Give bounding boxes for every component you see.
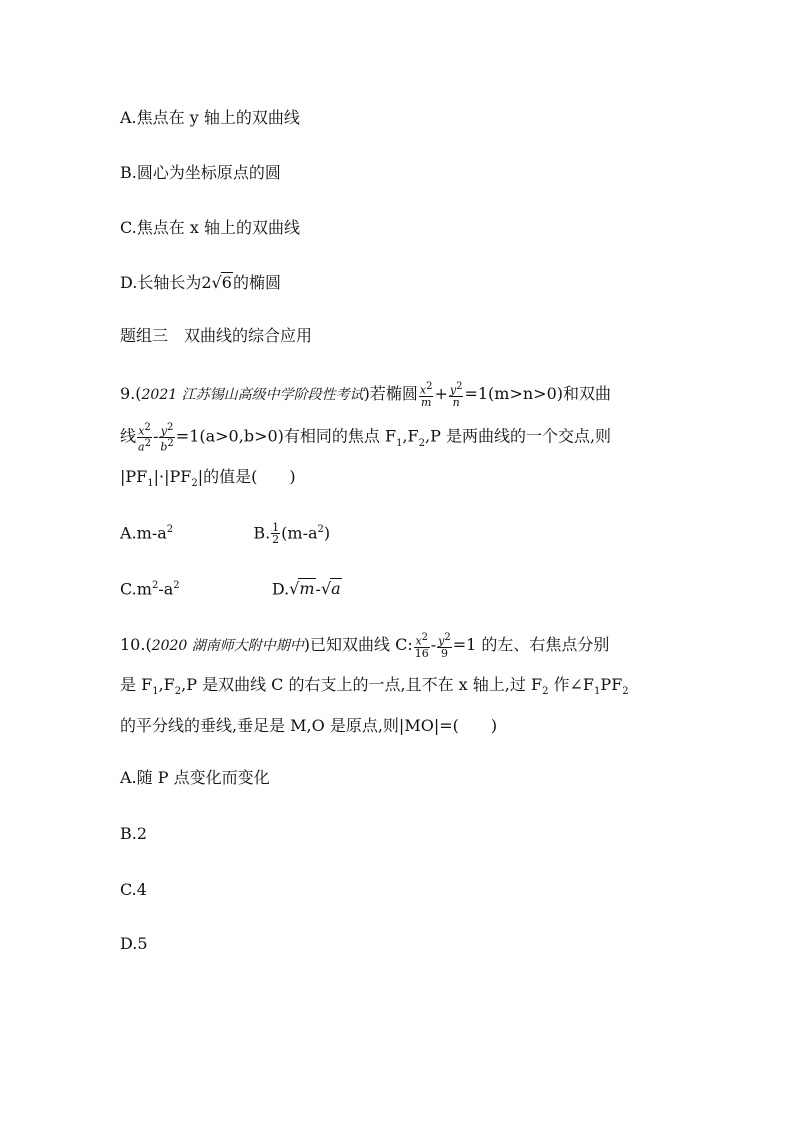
frac-one-half: $\frac{1}{2}$ bbox=[272, 521, 280, 547]
frac-x2-a2: $\frac{x^2}{a^2}$ bbox=[138, 422, 151, 454]
q10-option-b: B.2 bbox=[120, 824, 148, 843]
q9-options-ab: $A.m-a^2$ B. $\frac{1}{2}$ $(m-a^2)$ bbox=[120, 521, 331, 547]
q8-option-a: A.焦点在 y 轴上的双曲线 bbox=[120, 108, 300, 127]
q9-hyperbola-tail: =1(a>0,b>0)有相同的焦点 F bbox=[175, 426, 397, 446]
q9-line2-end: ,P 是两曲线的一个交点,则 bbox=[425, 426, 612, 446]
q10-source: 2020 湖南师大附中期中 bbox=[151, 637, 304, 654]
q10-option-a: A.随 P 点变化而变化 bbox=[120, 768, 270, 787]
q9-line3: $|PF_1|\cdot|PF_2|$的值是( ) bbox=[120, 467, 296, 490]
q8-d-coef: 2 bbox=[201, 273, 212, 292]
q10-eq-tail: =1 的左、右焦点分别 bbox=[452, 634, 610, 654]
q8-d-prefix: D.长轴长为 bbox=[120, 273, 202, 292]
sqrt-sign: √ bbox=[211, 273, 222, 292]
q10-line2-c: ,P 是双曲线 C 的右支上的一点,且不在 x 轴上,过 F bbox=[181, 675, 543, 694]
q10-line2-a: 是 F bbox=[120, 675, 153, 694]
q9-after-source: )若椭圆 bbox=[363, 383, 418, 403]
q8-d-suffix: 的椭圆 bbox=[232, 273, 281, 292]
q9-ellipse-tail: =1(m>n>0)和双曲 bbox=[464, 383, 611, 403]
q10-line1: 10.(2020 湖南师大附中期中)已知双曲线 C: $\frac{x^2}{16}$ - $\frac{y^2}{9}$ =1 的左、右焦点分别 bbox=[120, 632, 610, 660]
q9-line2: 线 $\frac{x^2}{a^2}$ - $\frac{y^2}{b^2}$ =1(a>0,b>0)有相同的焦点 $F_1,F_2,P$ 是两曲线的一个交点,则 bbox=[120, 422, 612, 454]
q9-option-a: A.m-a bbox=[120, 523, 167, 543]
q9-line3-c: |的值是( ) bbox=[197, 467, 296, 486]
frac-x2-m: $\frac{x^2}{m}$ bbox=[419, 381, 433, 409]
q9-line3-b: |·|PF bbox=[153, 467, 192, 486]
q9-line2-prefix: 线 bbox=[120, 426, 137, 446]
q9-options-cd: $C.m^2-a^2$ D.√m-√a bbox=[120, 579, 341, 599]
q8-option-c: C.焦点在 x 轴上的双曲线 bbox=[120, 218, 300, 237]
section-title: 题组三 双曲线的综合应用 bbox=[120, 326, 313, 345]
sqrt-a: a bbox=[331, 579, 341, 599]
frac-y2-b2: $\frac{y^2}{b^2}$ bbox=[160, 422, 174, 454]
q10-line2: 是 $F_1,F_2,P$ 是双曲线 C 的右支上的一点,且不在 x 轴上,过 $F_2$ 作$\angle F_1PF_2$ bbox=[120, 675, 629, 698]
q9-line2-mid: ,F bbox=[402, 426, 419, 446]
q8-option-b: B.圆心为坐标原点的圆 bbox=[120, 163, 281, 182]
q10-line3: 的平分线的垂线,垂足是 M,O 是原点,则|MO|=( ) bbox=[120, 716, 498, 735]
sqrt-sign: √ bbox=[289, 579, 300, 599]
frac-y2-n: $\frac{y^2}{n}$ bbox=[449, 381, 463, 409]
q9-option-c-mid: -a bbox=[158, 579, 174, 599]
q9-number: 9.( bbox=[120, 383, 142, 403]
q10-option-d: D.5 bbox=[120, 934, 148, 953]
q10-after-source: )已知双曲线 C: bbox=[303, 634, 413, 654]
q9-line1: 9.(2021 江苏锡山高级中学阶段性考试)若椭圆 $\frac{x^2}{m}$ + $\frac{y^2}{n}$ =1(m>n>0)和双曲 bbox=[120, 381, 611, 409]
frac-x2-16: $\frac{x^2}{16}$ bbox=[414, 632, 429, 660]
q10-line2-d: 作∠F bbox=[548, 675, 595, 694]
q9-option-b-tail: (m-a bbox=[281, 523, 318, 543]
sqrt-sign: √ bbox=[320, 579, 332, 599]
q10-line2-e: PF bbox=[600, 675, 623, 694]
q8-d-radicand: 6 bbox=[221, 273, 232, 292]
q10-option-c: C.4 bbox=[120, 880, 147, 899]
frac-y2-9: $\frac{y^2}{9}$ bbox=[438, 632, 451, 660]
q10-line2-b: ,F bbox=[158, 675, 175, 694]
q9-option-c: C.m bbox=[120, 579, 152, 599]
q10-number: 10.( bbox=[120, 634, 152, 654]
q9-option-b-prefix: B. bbox=[253, 523, 271, 543]
sqrt-m: m bbox=[299, 579, 315, 599]
q8-option-d bbox=[120, 272, 281, 293]
q9-option-d-prefix: D. bbox=[271, 579, 290, 599]
q9-line3-a: |PF bbox=[120, 467, 148, 486]
q9-source: 2021 江苏锡山高级中学阶段性考试 bbox=[141, 386, 364, 403]
